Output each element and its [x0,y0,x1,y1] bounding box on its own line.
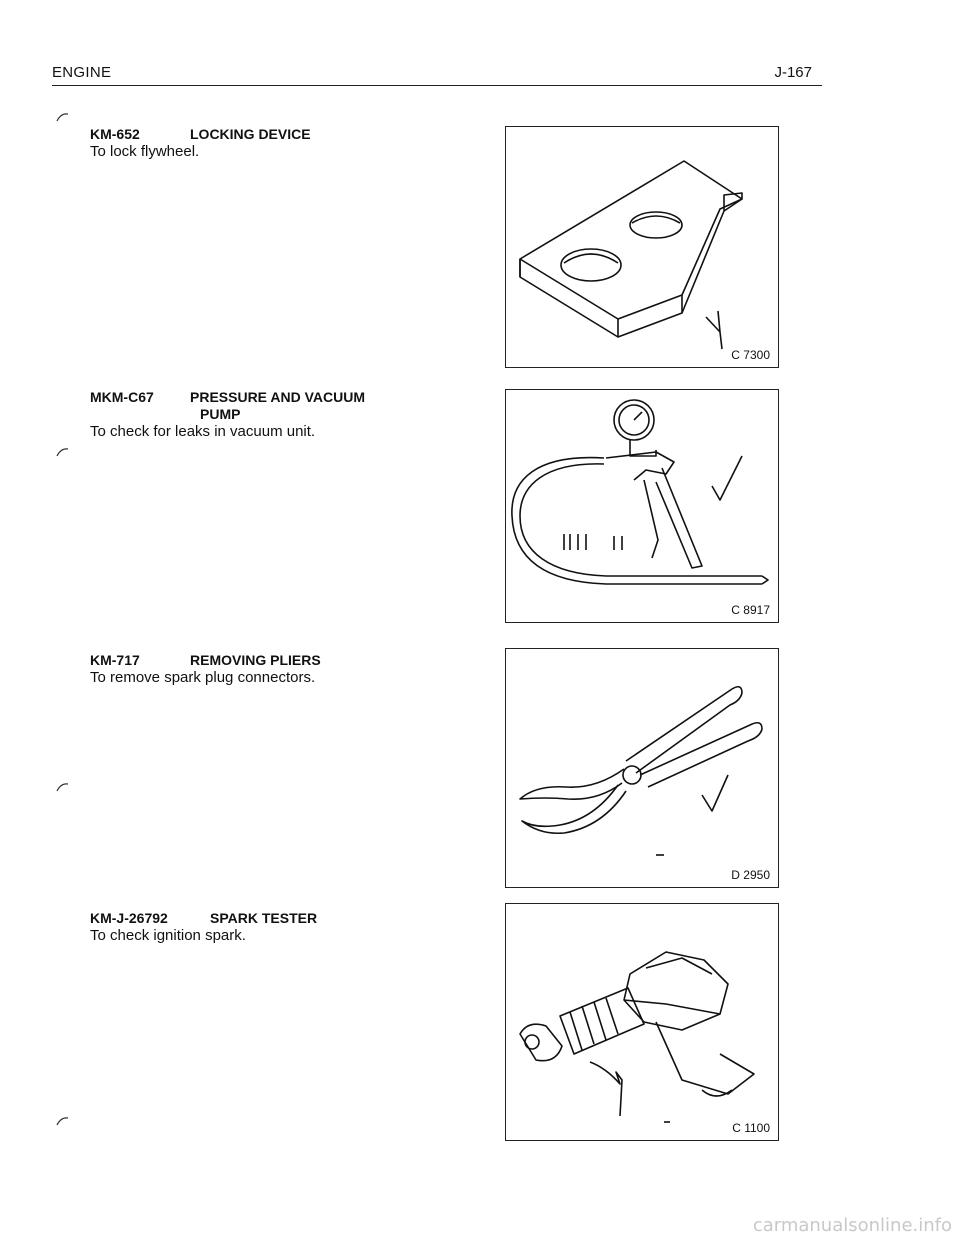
figure-code: C 7300 [731,348,770,362]
tool-description: To check for leaks in vacuum unit. [90,423,316,440]
tool-code: KM-717 [90,652,140,668]
tool-name-continued: PUMP [200,406,241,422]
margin-mark [56,782,70,792]
figure-code: D 2950 [731,868,770,882]
tool-entry-spark-tester [90,910,420,945]
page-number: J-167 [774,64,812,81]
tool-name: LOCKING DEVICE [190,126,311,142]
tool-entry-removing-pliers [90,652,420,687]
tool-description: To lock flywheel. [90,143,200,160]
figure-pressure-vacuum-pump [505,389,779,623]
vacuum-pump-illustration [506,390,778,622]
figure-code: C 1100 [732,1121,770,1135]
section-title: ENGINE [52,64,112,81]
margin-mark [56,112,70,122]
tool-title [90,910,420,927]
tool-description: To check ignition spark. [90,927,246,944]
tool-description: To remove spark plug connectors. [90,669,316,686]
tool-code: MKM-C67 [90,389,154,405]
tool-entry-pressure-vacuum-pump [90,389,420,441]
locking-device-illustration [506,127,778,367]
tool-entry-locking-device [90,126,420,161]
tool-name: PRESSURE AND VACUUM [190,389,366,405]
watermark: carmanualsonline.info [752,1215,952,1236]
figure-spark-tester [505,903,779,1141]
tool-title [90,652,420,669]
header-rule [52,85,822,86]
margin-mark [56,447,70,457]
tool-code: KM-J-26792 [90,910,168,926]
tool-title [90,389,420,406]
spark-tester-illustration [506,904,778,1140]
pliers-illustration [506,649,778,887]
margin-mark [56,1116,70,1126]
tool-name: SPARK TESTER [210,910,318,926]
tool-name: REMOVING PLIERS [190,652,321,668]
figure-removing-pliers [505,648,779,888]
figure-locking-device [505,126,779,368]
tool-code: KM-652 [90,126,140,142]
figure-code: C 8917 [731,603,770,617]
page-header [52,64,812,86]
tool-title [90,126,420,143]
